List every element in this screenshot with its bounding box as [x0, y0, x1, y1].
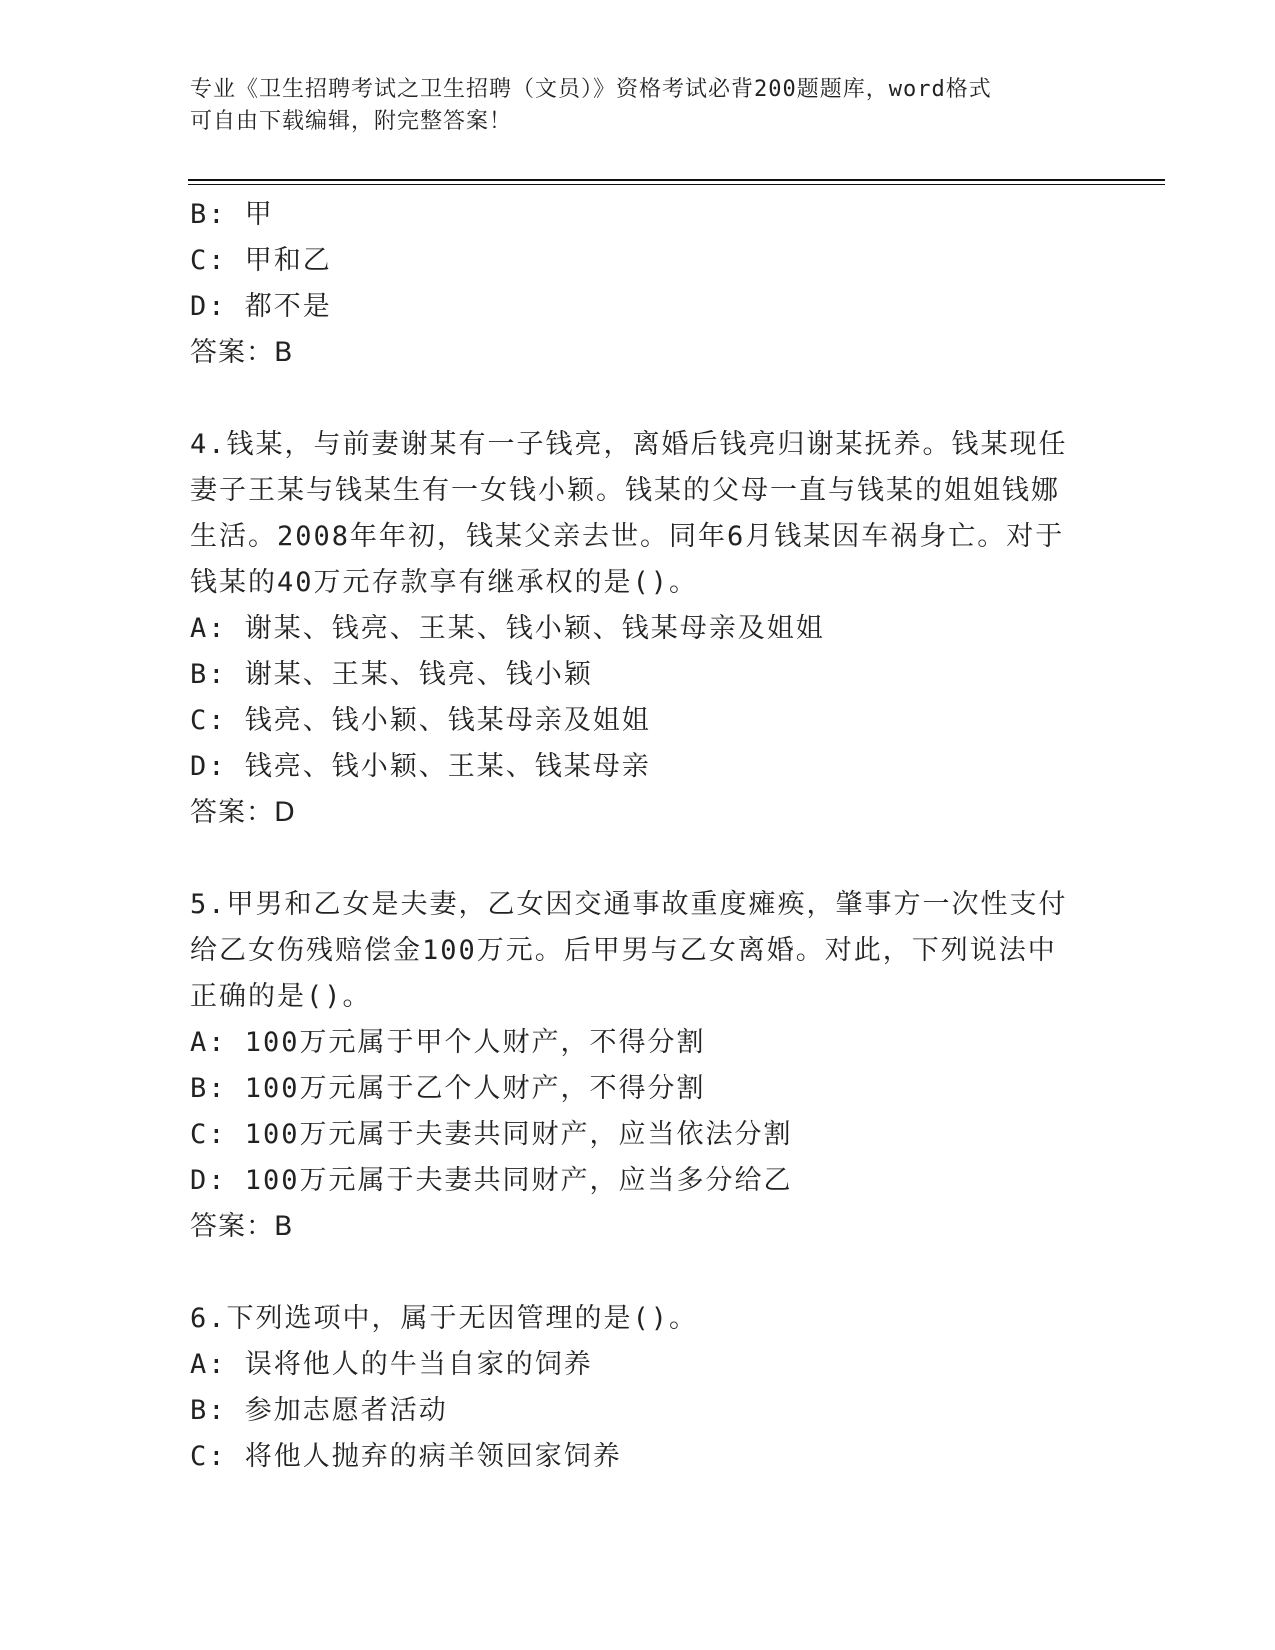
question-content: [190, 192, 1090, 1480]
option-a: A: 谢某、钱亮、王某、钱小颖、钱某母亲及姐姐: [190, 613, 825, 644]
option-c: C: 甲和乙: [190, 245, 332, 276]
option-d: D: 都不是: [190, 291, 332, 322]
question-text-line: 生活。2008年年初，钱某父亲去世。同年6月钱某因车祸身亡。对于: [190, 521, 1065, 552]
question-text-line: 给乙女伤残赔偿金100万元。后甲男与乙女离婚。对此，下列说法中: [190, 935, 1057, 966]
header-line-1: 专业《卫生招聘考试之卫生招聘（文员）》资格考试必背200题题库，word格式: [190, 77, 992, 102]
spacer: [190, 376, 1090, 422]
question-text-line: 正确的是()。: [190, 981, 372, 1012]
question-text-line: 妻子王某与钱某生有一女钱小颖。钱某的父母一直与钱某的姐姐钱娜: [190, 475, 1060, 506]
option-c: C: 100万元属于夫妻共同财产，应当依法分割: [190, 1119, 793, 1150]
option-d: D: 钱亮、钱小颖、王某、钱某母亲: [190, 751, 651, 782]
option-b: B: 100万元属于乙个人财产，不得分割: [190, 1073, 706, 1104]
question-text-line: 钱某的40万元存款享有继承权的是()。: [190, 567, 699, 598]
option-d: D: 100万元属于夫妻共同财产，应当多分给乙: [190, 1165, 793, 1196]
answer-line: 答案：D: [190, 797, 296, 828]
option-b: B: 甲: [190, 199, 274, 230]
option-a: A: 100万元属于甲个人财产，不得分割: [190, 1027, 706, 1058]
header-divider-thin: [188, 184, 1165, 185]
document-header: [190, 74, 1090, 138]
question-6: [190, 1296, 1090, 1480]
question-5: [190, 882, 1090, 1250]
option-b: B: 参加志愿者活动: [190, 1395, 448, 1426]
spacer: [190, 1250, 1090, 1296]
answer-line: 答案：B: [190, 337, 294, 368]
question-text-line: 6.下列选项中，属于无因管理的是()。: [190, 1303, 699, 1334]
option-a: A: 误将他人的牛当自家的饲养: [190, 1349, 593, 1380]
spacer: [190, 836, 1090, 882]
answer-line: 答案：B: [190, 1211, 294, 1242]
header-divider-thick: [188, 179, 1165, 181]
option-c: C: 将他人抛弃的病羊领回家饲养: [190, 1441, 622, 1472]
question-3-tail: [190, 192, 1090, 376]
header-line-2: 可自由下载编辑，附完整答案！: [190, 109, 513, 134]
question-text-line: 5.甲男和乙女是夫妻，乙女因交通事故重度瘫痪，肇事方一次性支付: [190, 889, 1068, 920]
question-text-line: 4.钱某，与前妻谢某有一子钱亮，离婚后钱亮归谢某抚养。钱某现任: [190, 429, 1068, 460]
option-c: C: 钱亮、钱小颖、钱某母亲及姐姐: [190, 705, 651, 736]
question-4: [190, 422, 1090, 836]
option-b: B: 谢某、王某、钱亮、钱小颖: [190, 659, 593, 690]
